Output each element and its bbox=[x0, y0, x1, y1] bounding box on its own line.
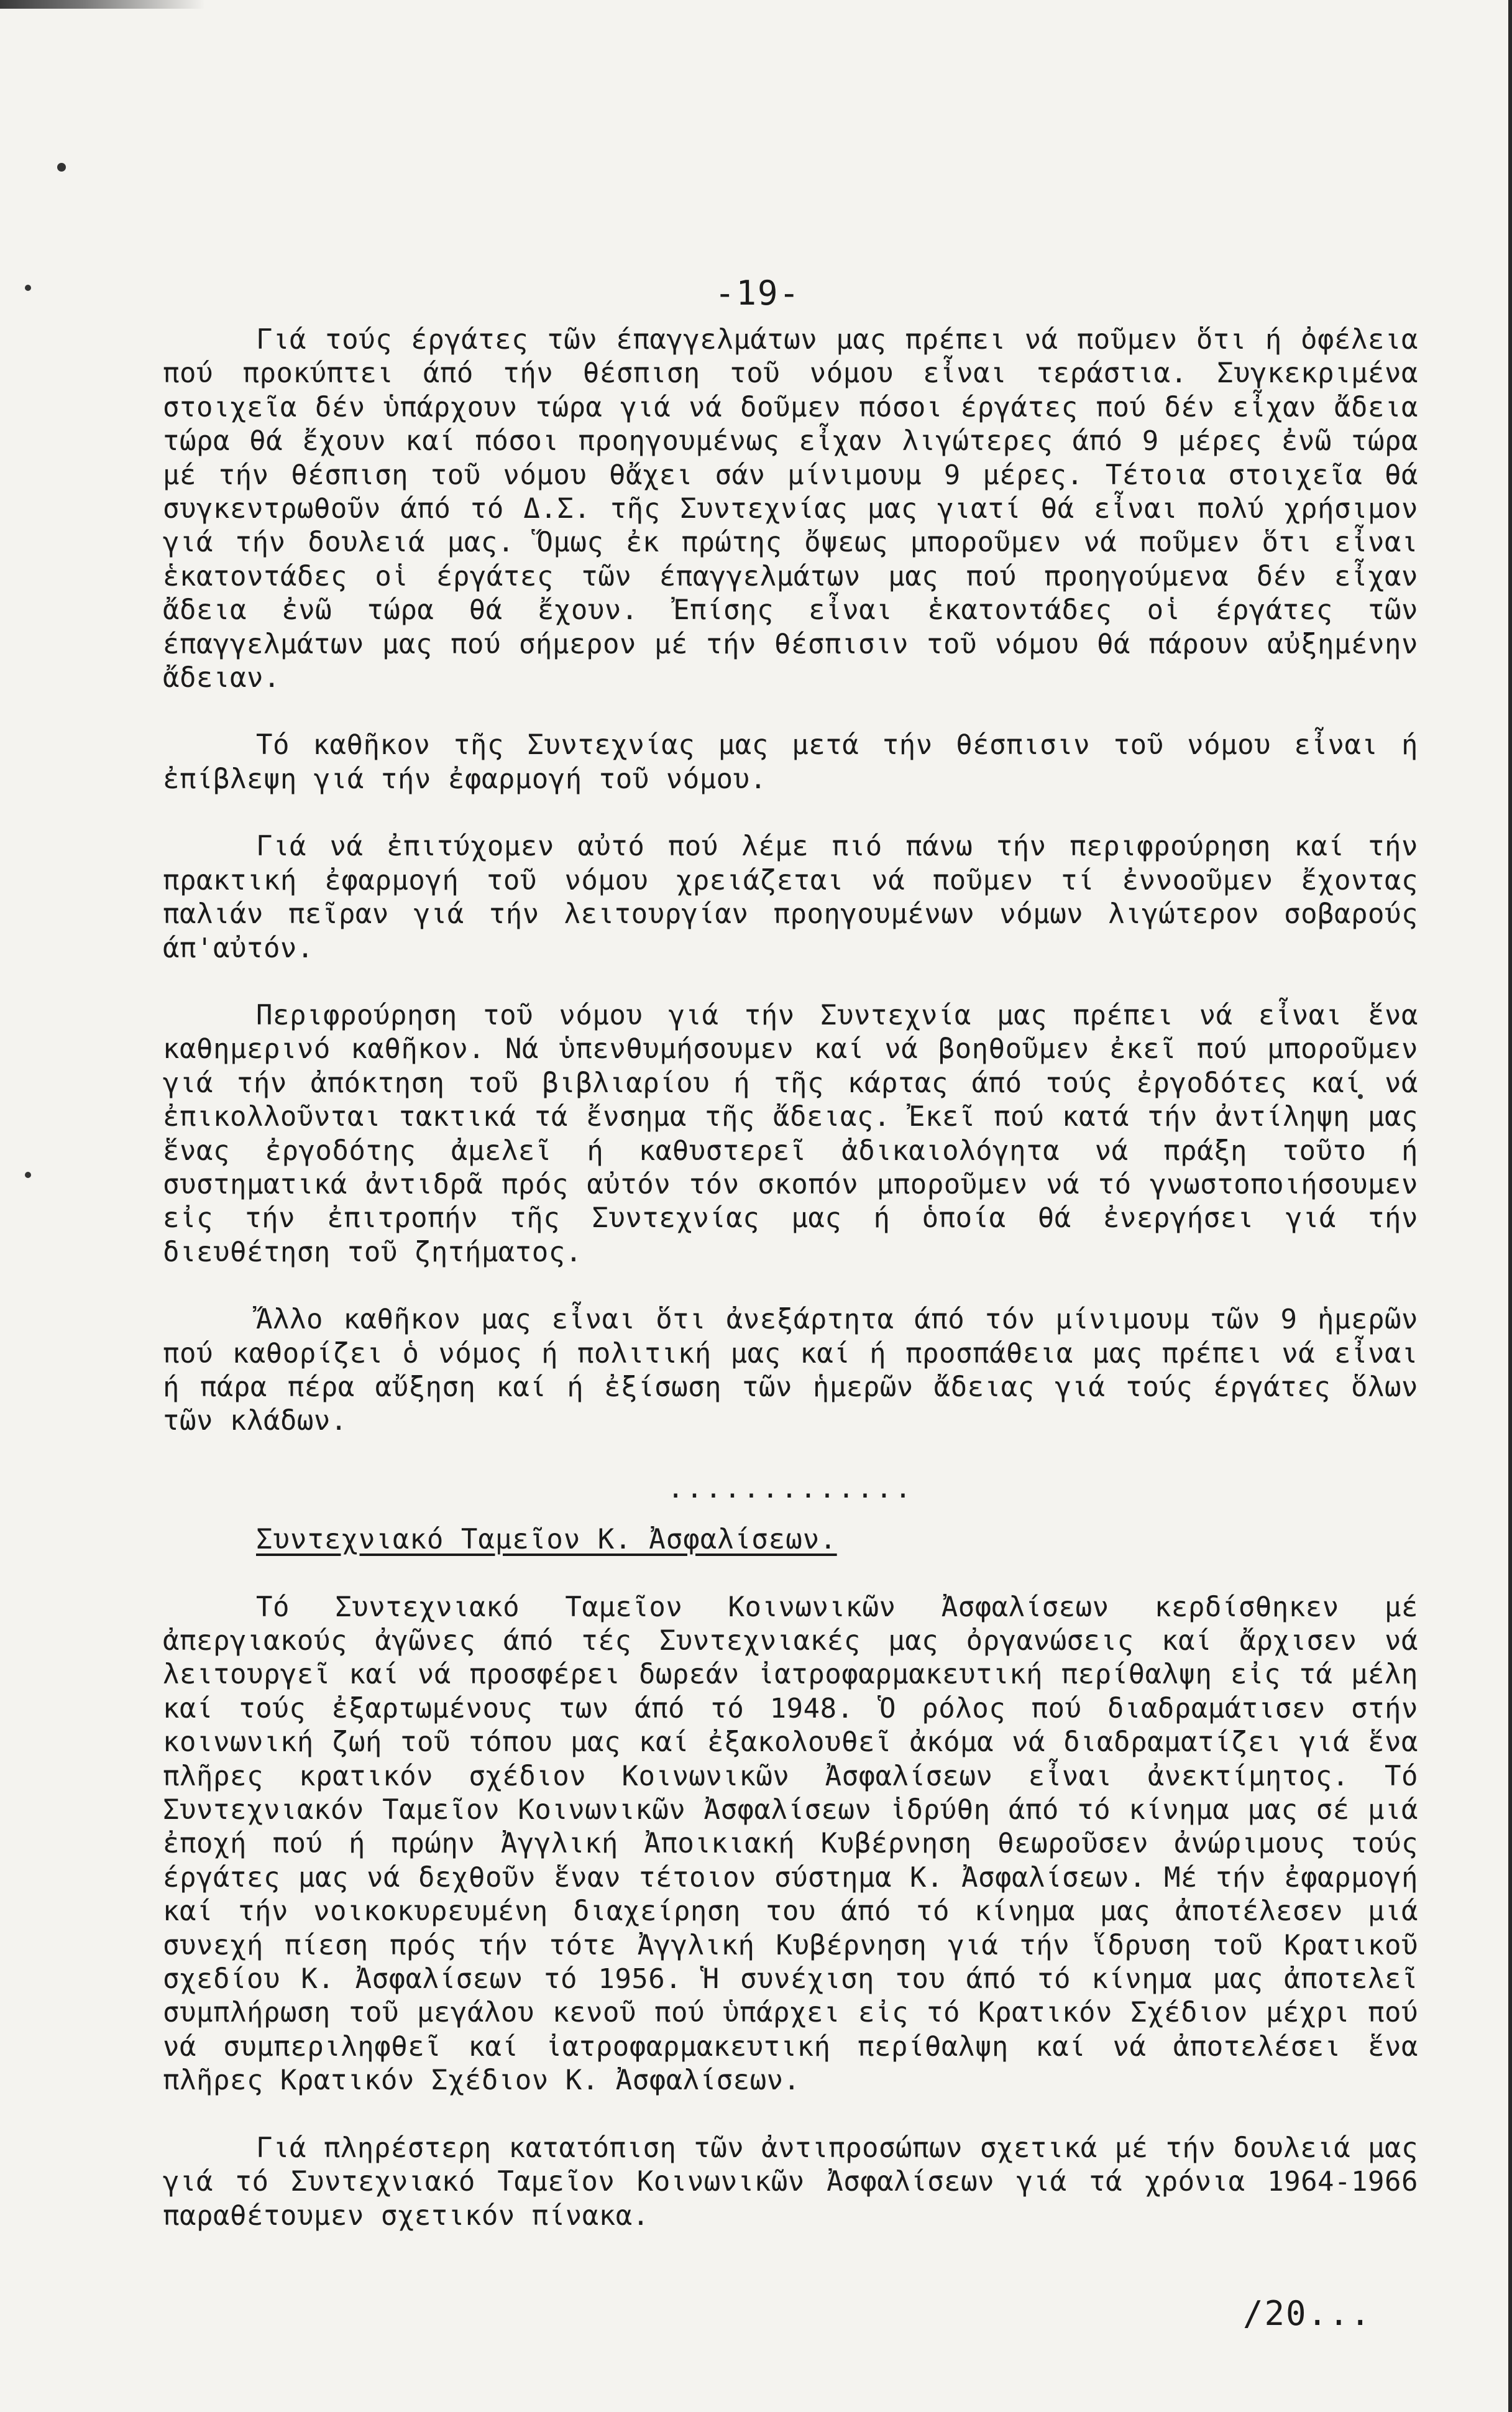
paragraph-safeguarding: Γιά νά ἐπιτύχομεν αὐτό πού λέμε πιό πάνω τήν περιφρούρηση καί τήν πρακτική ἐφαρμογή τοῦ νόμου χρειάζεται νά ποῦμεν τί ἐννοοῦμεν ἔχοντας παλιάν πεῖραν γιά τήν λειτουργίαν προηγουμένων νόμων λιγώτερον σοβαρούς άπ'αὐτόν. bbox=[163, 831, 1418, 964]
scan-edge-right bbox=[1508, 0, 1512, 2412]
page-number: -19- bbox=[715, 274, 801, 313]
scan-speck bbox=[25, 285, 31, 291]
next-page-marker: /20... bbox=[1243, 2294, 1372, 2333]
scan-speck bbox=[57, 163, 66, 172]
paragraph-other-duty: Ἄλλο καθῆκον μας εἶναι ὅτι ἀνεξάρτητα άπό τόν μίνιμουμ τῶν 9 ἡμερῶν πού καθορίζει ὁ νόμος ή πολιτική μας καί ή προσπάθεια μας πρέπει νά εἶναι ή πάρα πέρα αὔξηση καί ή ἐξίσωση τῶν ἡμερῶν ἄδειας γιά τούς έργάτες ὅλων τῶν κλάδων. bbox=[163, 1304, 1418, 1437]
scan-artifact-top bbox=[0, 0, 205, 9]
paragraph-insurance-fund: Τό Συντεχνιακό Ταμεῖον Κοινωνικῶν Ἀσφαλίσεων κερδίσθηκεν μέ ἀπεργιακούς ἀγῶνες άπό τές Συντεχνιακές μας ὀργανώσεις καί ἄρχισεν νά λειτουργεῖ καί νά προσφέρει δωρεάν ἰατροφαρμακευτική περίθαλψη εἰς τά μέλη καί τούς ἐξαρτωμένους των άπό τό 1948. Ὁ ρόλος πού διαδραμάτισεν στήν κοινωνική ζωή τοῦ τόπου μας καί ἐξακολουθεῖ ἀκόμα νά διαδραματίζει γιά ἕνα πλῆρες κρατικόν σχέδιον Κοινωνικῶν Ἀσφαλίσεων εἶναι ἀνεκτίμητος. Τό Συντεχνιακόν Ταμεῖον Κοινωνικῶν Ἀσφαλίσεων ἱδρύθη άπό τό κίνημα μας σέ μιά ἐποχή πού ή πρώην Ἀγγλική Ἀποικιακή Κυβέρνηση θεωροῦσεν ἀνώριμους τούς έργάτες μας νά δεχθοῦν ἕναν τέτοιον σύστημα Κ. Ἀσφαλίσεων. Μέ τήν ἐφαρμογή καί τήν νοικοκυρευμένη διαχείρηση του άπό τό κίνημα μας ἀποτέλεσεν μιά συνεχή πίεση πρός τήν τότε Ἀγγλική Κυβέρνηση γιά τήν ἵδρυση τοῦ Κρατικοῦ σχεδίου Κ. Ἀσφαλίσεων τό 1956. Ἡ συνέχιση του άπό τό κίνημα μας ἀποτελεῖ συμπλήρωση τοῦ μεγάλου κενοῦ πού ὑπάρχει εἰς τό Κρατικόν Σχέδιον μέχρι πού νά συμπεριληφθεῖ καί ἰατροφαρμακευτική περίθαλψη καί νά ἀποτελέσει ἕνα πλῆρες Κρατικόν Σχέδιον Κ. Ἀσφαλίσεων. bbox=[163, 1591, 1418, 2097]
section-separator: ............. bbox=[667, 1472, 914, 1504]
scan-speck bbox=[25, 1172, 31, 1178]
paragraph-table-intro: Γιά πληρέστερη κατατόπιση τῶν ἀντιπροσώπων σχετικά μέ τήν δουλειά μας γιά τό Συντεχνιακό Ταμεῖον Κοινωνικῶν Ἀσφαλίσεων γιά τά χρόνια 1964-1966 παραθέτουμεν σχετικόν πίνακα. bbox=[163, 2132, 1418, 2232]
document-body bbox=[163, 323, 1418, 2267]
section-heading: Συντεχνιακό Ταμεῖον Κ. Ἀσφαλίσεων. bbox=[256, 1524, 837, 1556]
paragraph-workers-benefit: Γιά τούς έργάτες τῶν έπαγγελμάτων μας πρέπει νά ποῦμεν ὅτι ή ὀφέλεια πού προκύπτει άπό τήν θέσπιση τοῦ νόμου εἶναι τεράστια. Συγκεκριμένα στοιχεῖα δέν ὑπάρχουν τώρα γιά νά δοῦμεν πόσοι έργάτες πού δέν εἶχαν ἄδεια τώρα θά ἔχουν καί πόσοι προηγουμένως εἶχαν λιγώτερες άπό 9 μέρες ἐνῶ τώρα μέ τήν θέσπιση τοῦ νόμου θἄχει σάν μίνιμουμ 9 μέρες. Τέτοια στοιχεῖα θά συγκεντρωθοῦν άπό τό Δ.Σ. τῆς Συντεχνίας μας γιατί θά εἶναι πολύ χρήσιμον γιά τήν δουλειά μας. Ὅμως ἐκ πρώτης ὄψεως μποροῦμεν νά ποῦμεν ὅτι εἶναι ἑκατοντάδες οἱ έργάτες τῶν έπαγγελμάτων μας πού προηγούμενα δέν εἶχαν ἄδεια ἐνῶ τώρα θά ἔχουν. Ἐπίσης εἶναι ἑκατοντάδες οἱ έργάτες τῶν έπαγγελμάτων μας πού σήμερον μέ τήν θέσπισιν τοῦ νόμου θά πάρουν αὐξημένην ἄδειαν. bbox=[163, 324, 1418, 694]
paragraph-union-duty: Τό καθῆκον τῆς Συντεχνίας μας μετά τήν θέσπισιν τοῦ νόμου εἶναι ή ἐπίβλεψη γιά τήν ἐφαρμογή τοῦ νόμου. bbox=[163, 729, 1418, 795]
paragraph-daily-duty: Περιφρούρηση τοῦ νόμου γιά τήν Συντεχνία μας πρέπει νά εἶναι ἕνα καθημερινό καθῆκον. Νά ὑπενθυμήσουμεν καί νά βοηθοῦμεν ἐκεῖ πού μποροῦμεν γιά τήν ἀπόκτηση τοῦ βιβλιαρίου ή τῆς κάρτας άπό τούς ἐργοδότες καί νά ἐπικολλοῦνται τακτικά τά ἔνσημα τῆς ἄδειας. Ἐκεῖ πού κατά τήν ἀντίληψη μας ἕνας ἐργοδότης ἀμελεῖ ή καθυστερεῖ ἀδικαιολόγητα νά πράξη τοῦτο ή συστηματικά ἀντιδρᾶ πρός αὐτόν τόν σκοπόν μποροῦμεν νά τό γνωστοποιήσουμεν εἰς τήν ἐπιτροπήν τῆς Συντεχνίας μας ή ὁποία θά ἐνεργήσει γιά τήν διευθέτηση τοῦ ζητήματος. bbox=[163, 999, 1418, 1268]
